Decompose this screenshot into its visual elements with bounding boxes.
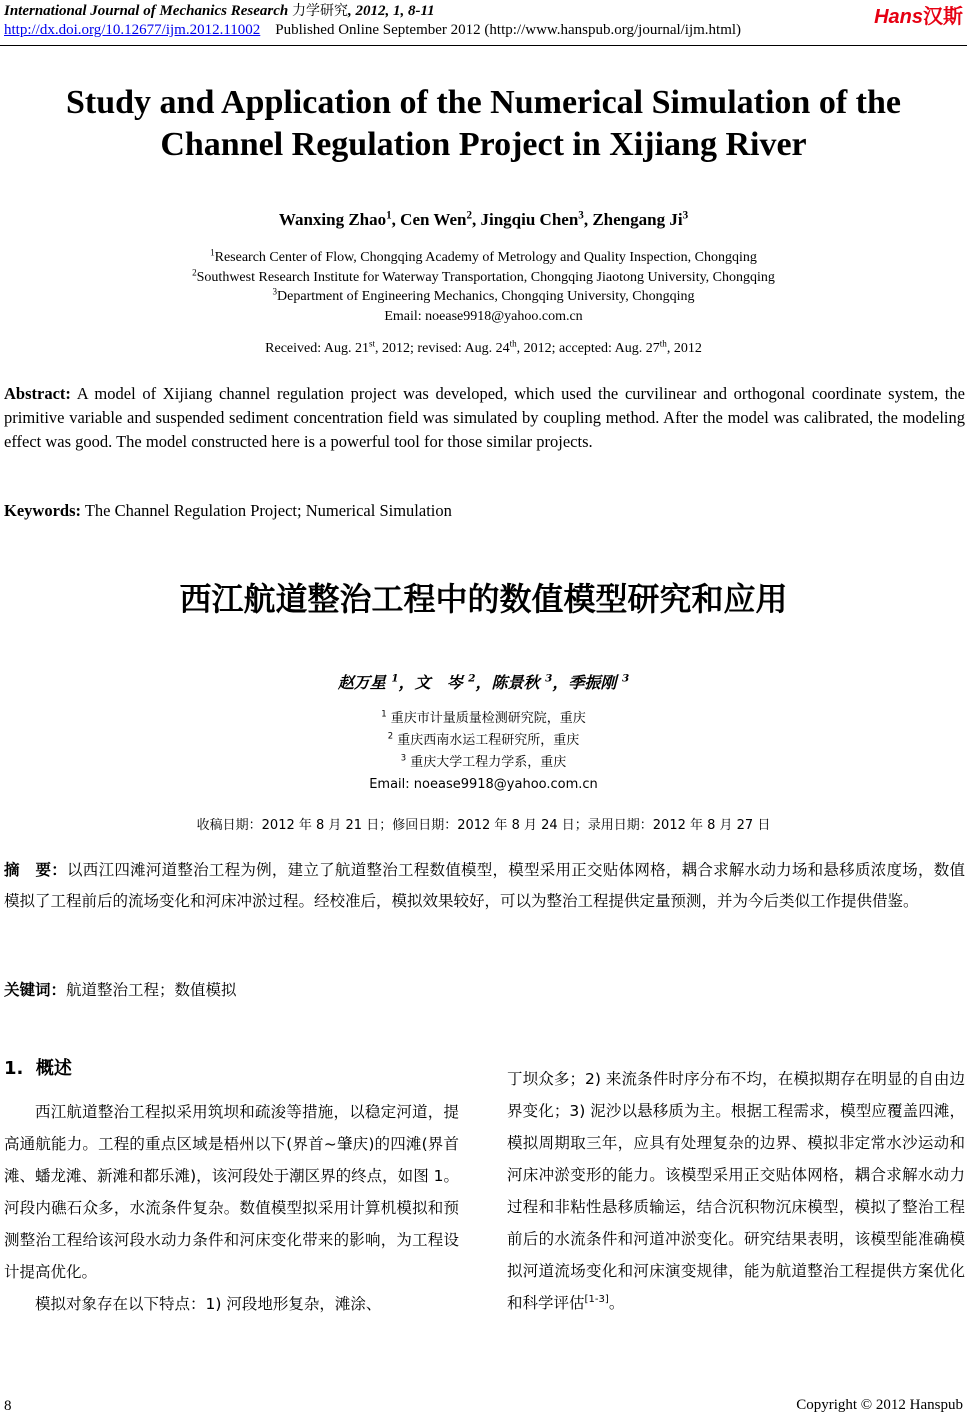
abstract-text-zh: 以西江四滩河道整治工程为例，建立了航道整治工程数值模型，模型采用正交贴体网格，耦合求解水动力场和悬移质浓度场，数值模拟了工程前后的流场变化和河床冲淤过程。经校准后，模拟效果较好，可以为整治工程提供定量预测，并为今后类似工作提供借鉴。 [4,861,965,910]
logo-text-en: Hans [874,6,923,28]
affiliation-line [0,248,967,268]
keywords-text-zh: 航道整治工程；数值模拟 [66,981,237,999]
copyright: Copyright © 2012 Hanspub [796,1397,963,1413]
abstract-label: Abstract: [4,384,71,403]
journal-header [4,0,435,20]
keywords-label: Keywords: [4,501,81,520]
affil-sup: 2 [387,730,394,741]
body-text: 丁坝众多；2) 来流条件时序分布不均，在模拟期存在明显的自由边界变化；3) 泥沙以悬移质为主。根据工程需求，模型应覆盖四滩，模拟周期取三年，应具有处理复杂的边界、模拟非定常水沙运动和河床冲淤变形的能力。该模型采用正交贴体网格，耦合求解水动力过程和非粘性悬移质输运，结合沉积物沉床模型，模拟了整治工程前后的水流条件和河道冲淤变化。研究结果表明，该模型能准确模拟河道流场变化和河床演变规律，能为航道整治工程提供方案优化和科学评估 [507,1070,965,1312]
received-part: , 2012 [666,341,702,356]
author-sup: 2 [466,209,472,222]
body-paragraph: 西江航道整治工程拟采用筑坝和疏浚等措施，以稳定河道，提高通航能力。工程的重点区域是梧州以下(界首~肇庆)的四滩(界首滩、蟠龙滩、新滩和都乐滩)，该河段处于潮区界的终点，如图 1。河段内礁石众多，水流条件复杂。数值模型拟采用计算机模拟和预测整治工程给该河段水动力条件和河床变化带来的影响，为工程设计提高优化。 [4,1103,459,1281]
paper-title-en [0,82,967,166]
journal-name-zh: 力学研究 [291,3,348,19]
section-number: 1. [4,1058,24,1079]
affiliation-line-zh [0,708,967,730]
doi-link[interactable]: http://dx.doi.org/10.12677/ijm.2012.11002 [4,22,261,38]
title-line-2: Channel Regulation Project in Xijiang River [160,126,807,163]
author-sup-zh: 1 [391,672,399,685]
page-number: 8 [4,1398,12,1414]
author-separator: ， [398,673,415,692]
body-column-left [4,1096,459,1320]
journal-name: International Journal of Mechanics Research [4,3,289,19]
author-name: Cen Wen [400,210,467,229]
affil-text: 重庆大学工程力学系，重庆 [410,755,567,770]
body-column-right [507,1063,965,1319]
abstract-text: A model of Xijiang channel regulation project was developed, which used the curvilinear and orthogonal coordinate system, the primitive variable and suspended sediment concentration field was simulated by coupling method. After the model was calibrated, the modeling effect was good. The model constructed here is a powerful tool for those similar projects. [4,384,965,451]
author-separator: ， [552,673,569,692]
section-title: 概述 [35,1058,72,1079]
affil-sup: 3 [272,286,278,297]
affil-text: Southwest Research Institute for Waterway Transportation, Chongqing Jiaotong University, Chongqing [196,269,775,285]
received-part: Received: Aug. 21 [265,341,369,356]
received-sup: st [368,338,376,349]
affil-sup: 2 [192,266,197,277]
author-name-zh: 文 岑 [414,673,463,692]
authors-en: Wanxing Zhao$^1$, Cen Wen$^2$, Jingqiu Chen$^3$, Zhengang Ji$^3$ [278,209,689,229]
affiliations-zh [0,708,967,796]
keywords-text: The Channel Regulation Project; Numerical Simulation [81,501,452,520]
affil-sup: 1 [210,247,215,258]
affiliations-en [0,248,967,326]
affil-sup: 1 [381,708,387,719]
received-sup: th [509,338,517,349]
affil-text: 重庆西南水运工程研究所，重庆 [397,733,580,748]
published-online: Published Online September 2012 (http://www.hanspub.org/journal/ijm.html) [275,22,742,38]
keywords-zh [4,978,965,1000]
title-line-1: Study and Application of the Numerical Simulation of the [66,84,901,121]
author-sup-zh: 2 [468,672,476,685]
hanspub-logo [874,0,963,29]
authors-zh [0,670,967,693]
section-heading [4,1054,72,1080]
body-paragraph [507,1063,965,1319]
affil-text: Department of Engineering Mechanics, Chongqing University, Chongqing [277,289,695,304]
author-sup: 3 [578,209,584,222]
keywords-label-zh: 关键词： [4,981,67,999]
affiliation-line-zh [0,730,967,752]
email-zh: Email: noease9918@yahoo.com.cn [369,777,598,792]
abstract-zh [4,855,965,917]
affil-text: 重庆市计量质量检测研究院，重庆 [390,711,586,726]
body-paragraph: 模拟对象存在以下特点：1) 河段地形复杂，滩涂、 [35,1295,382,1313]
received-dates-zh: 收稿日期：2012 年 8 月 21 日；修回日期：2012 年 8 月 24 日；录用日期：2012 年 8 月 27 日 [196,818,771,833]
header-rule [0,45,967,46]
affil-sup: 3 [400,752,407,763]
email-en: Email: noease9918@yahoo.com.cn [384,308,583,324]
author-name-zh: 陈景秋 [491,673,540,692]
author-name: Zhengang Ji [592,210,683,229]
received-sup: th [659,338,667,349]
received-part: , 2012; revised: Aug. 24 [375,341,510,356]
received-part: , 2012; accepted: Aug. 27 [516,341,660,356]
author-name: Jingqiu Chen [480,210,579,229]
author-name-zh: 季振刚 [568,673,617,692]
author-separator: ， [475,673,492,692]
author-sup-zh: 3 [621,672,630,685]
affiliation-line-zh [0,752,967,774]
abstract-en [4,382,965,454]
affiliation-line [0,268,967,288]
author-name-zh: 赵万星 [337,673,386,692]
body-text-end: 。 [608,1294,625,1312]
author-sup: 3 [682,209,689,222]
affiliation-line [0,287,967,307]
author-sup: 1 [386,209,392,222]
doi-line [4,22,741,39]
paper-title-zh: 西江航道整治工程中的数值模型研究和应用 [179,580,788,618]
received-dates-en [0,338,967,357]
citation-ref: [1-3] [584,1293,609,1305]
author-name: Wanxing Zhao [278,210,387,229]
affil-text: Research Center of Flow, Chongqing Academy of Metrology and Quality Inspection, Chongqing [214,250,757,265]
journal-citation: , 2012, 1, 8-11 [347,3,435,19]
logo-text-zh: 汉斯 [923,4,963,28]
abstract-label-zh: 摘 要： [4,861,68,879]
keywords-en [4,501,965,521]
author-sup-zh: 3 [545,672,553,685]
